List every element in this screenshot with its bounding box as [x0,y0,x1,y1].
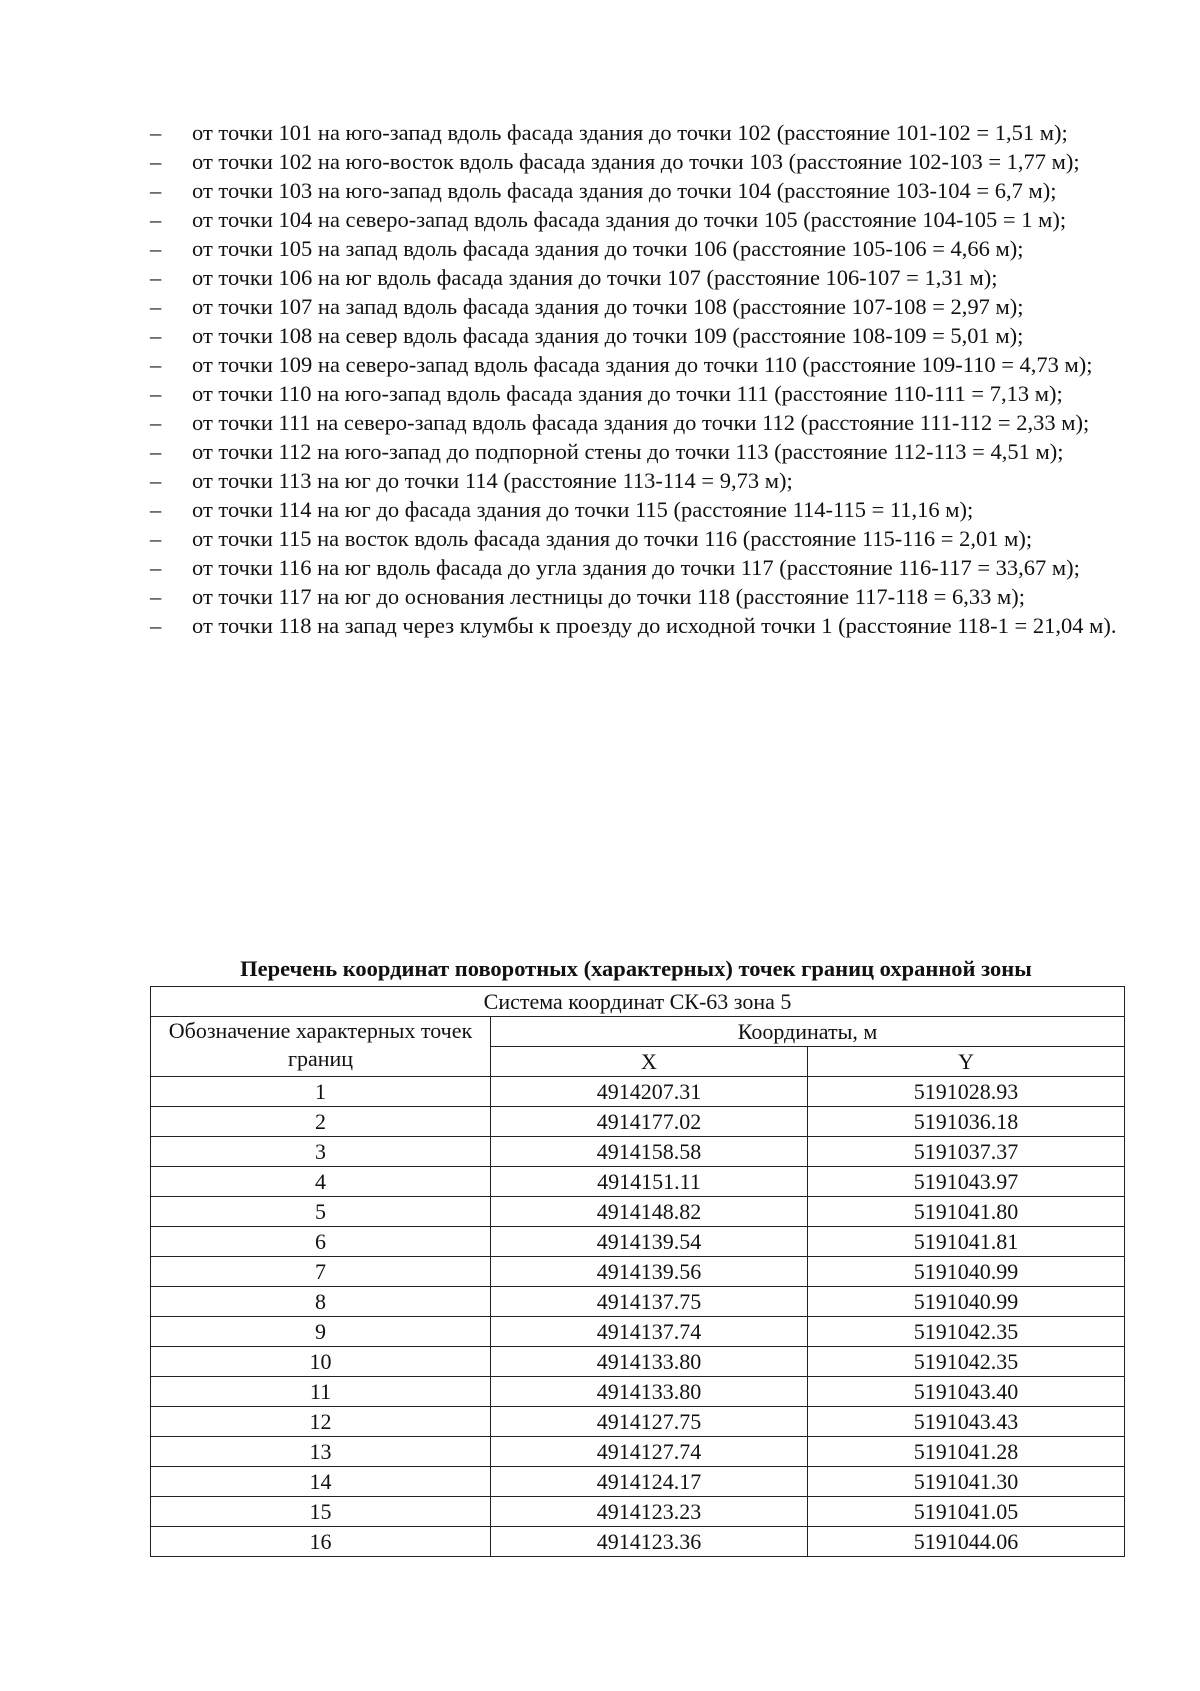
x-column-header: X [491,1047,808,1077]
list-item [150,468,1122,493]
list-dash: – [150,526,162,551]
y-cell: 5191042.35 [808,1317,1125,1347]
point-cell: 11 [151,1377,491,1407]
x-cell: 4914127.74 [491,1437,808,1467]
list-item-text: от точки 103 на юго-запад вдоль фасада здания до точки 104 (расстояние 103-104 = 6,7 м); [192,178,1057,203]
x-cell: 4914137.74 [491,1317,808,1347]
table-row [151,1347,1125,1377]
x-cell: 4914123.23 [491,1497,808,1527]
list-item [150,294,1122,319]
table-row [151,1527,1125,1557]
list-item [150,439,1122,464]
point-cell: 13 [151,1437,491,1467]
list-item-text: от точки 113 на юг до точки 114 (расстояние 113-114 = 9,73 м); [192,468,793,493]
y-cell: 5191037.37 [808,1137,1125,1167]
x-cell: 4914151.11 [491,1167,808,1197]
point-cell: 16 [151,1527,491,1557]
boundary-description-list [150,120,1122,642]
x-cell: 4914137.75 [491,1287,808,1317]
table-row [151,1407,1125,1437]
table-row [151,1437,1125,1467]
y-cell: 5191040.99 [808,1257,1125,1287]
point-cell: 15 [151,1497,491,1527]
y-cell: 5191041.05 [808,1497,1125,1527]
table-row [151,1077,1125,1107]
list-dash: – [150,265,162,290]
list-item [150,526,1122,551]
list-item [150,352,1122,377]
table-row [151,1107,1125,1137]
list-dash: – [150,352,162,377]
x-cell: 4914139.56 [491,1257,808,1287]
y-cell: 5191044.06 [808,1527,1125,1557]
point-cell: 1 [151,1077,491,1107]
list-item [150,149,1122,174]
x-cell: 4914127.75 [491,1407,808,1437]
list-dash: – [150,439,162,464]
point-cell: 3 [151,1137,491,1167]
point-cell: 6 [151,1227,491,1257]
list-item-text: от точки 102 на юго-восток вдоль фасада здания до точки 103 (расстояние 102-103 = 1,77 м); [192,149,1080,174]
list-item [150,265,1122,290]
list-dash: – [150,468,162,493]
list-item-text: от точки 107 на запад вдоль фасада здания до точки 108 (расстояние 107-108 = 2,97 м); [192,294,1024,319]
coordinate-system-header: Система координат СК-63 зона 5 [151,987,1125,1017]
list-dash: – [150,323,162,348]
table-row [151,1497,1125,1527]
point-designation-header: Обозначение характерных точек границ [151,1017,491,1077]
y-cell: 5191043.97 [808,1167,1125,1197]
list-item-text: от точки 101 на юго-запад вдоль фасада здания до точки 102 (расстояние 101-102 = 1,51 м); [192,120,1068,145]
list-item-text: от точки 106 на юг вдоль фасада здания до точки 107 (расстояние 106-107 = 1,31 м); [192,265,998,290]
table-row [151,1137,1125,1167]
point-cell: 14 [151,1467,491,1497]
list-dash: – [150,555,162,580]
list-item-text: от точки 109 на северо-запад вдоль фасада здания до точки 110 (расстояние 109-110 = 4,73 м); [192,352,1093,377]
list-dash: – [150,410,162,435]
table-row [151,1227,1125,1257]
x-cell: 4914177.02 [491,1107,808,1137]
list-item [150,178,1122,203]
y-column-header: Y [808,1047,1125,1077]
list-dash: – [150,613,162,638]
list-dash: – [150,178,162,203]
point-cell: 2 [151,1107,491,1137]
list-dash: – [150,294,162,319]
list-item [150,410,1122,435]
list-dash: – [150,207,162,232]
x-cell: 4914133.80 [491,1347,808,1377]
point-cell: 4 [151,1167,491,1197]
table-header-row [151,987,1125,1017]
list-item-text: от точки 115 на восток вдоль фасада здания до точки 116 (расстояние 115-116 = 2,01 м); [192,526,1033,551]
list-item [150,207,1122,232]
list-item [150,555,1122,580]
list-dash: – [150,236,162,261]
x-cell: 4914124.17 [491,1467,808,1497]
table-title: Перечень координат поворотных (характерных) точек границ охранной зоны [240,956,1032,981]
table-row [151,1467,1125,1497]
x-cell: 4914133.80 [491,1377,808,1407]
y-cell: 5191028.93 [808,1077,1125,1107]
list-dash: – [150,497,162,522]
list-item [150,120,1122,145]
point-cell: 10 [151,1347,491,1377]
list-item-text: от точки 104 на северо-запад вдоль фасада здания до точки 105 (расстояние 104-105 = 1 м); [192,207,1067,232]
list-item-text: от точки 110 на юго-запад вдоль фасада здания до точки 111 (расстояние 110-111 = 7,13 м); [192,381,1063,406]
coordinates-header: Координаты, м [491,1017,1125,1047]
y-cell: 5191041.30 [808,1467,1125,1497]
table-row [151,1167,1125,1197]
list-dash: – [150,584,162,609]
y-cell: 5191040.99 [808,1287,1125,1317]
table-row [151,1257,1125,1287]
point-cell: 8 [151,1287,491,1317]
y-cell: 5191041.81 [808,1227,1125,1257]
list-dash: – [150,381,162,406]
y-cell: 5191043.43 [808,1407,1125,1437]
coordinates-table [150,986,1125,1557]
y-cell: 5191041.80 [808,1197,1125,1227]
point-cell: 5 [151,1197,491,1227]
table-header-row [151,1017,1125,1047]
x-cell: 4914158.58 [491,1137,808,1167]
list-item [150,584,1122,609]
list-item-text: от точки 114 на юг до фасада здания до точки 115 (расстояние 114-115 = 11,16 м); [192,497,974,522]
list-item-text: от точки 112 на юго-запад до подпорной стены до точки 113 (расстояние 112-113 = 4,51 м); [192,439,1064,464]
table-row [151,1197,1125,1227]
table-row [151,1317,1125,1347]
list-item-text: от точки 116 на юг вдоль фасада до угла здания до точки 117 (расстояние 116-117 = 33,67 м); [192,555,1080,580]
list-item [150,236,1122,261]
list-item-text: от точки 108 на север вдоль фасада здания до точки 109 (расстояние 108-109 = 5,01 м); [192,323,1024,348]
y-cell: 5191041.28 [808,1437,1125,1467]
list-dash: – [150,149,162,174]
point-cell: 9 [151,1317,491,1347]
y-cell: 5191042.35 [808,1347,1125,1377]
list-item [150,323,1122,348]
x-cell: 4914148.82 [491,1197,808,1227]
y-cell: 5191036.18 [808,1107,1125,1137]
x-cell: 4914207.31 [491,1077,808,1107]
point-cell: 12 [151,1407,491,1437]
list-item [150,613,1122,638]
table-row [151,1377,1125,1407]
list-item [150,381,1122,406]
list-item-text: от точки 105 на запад вдоль фасада здания до точки 106 (расстояние 105-106 = 4,66 м); [192,236,1024,261]
table-row [151,1287,1125,1317]
list-item-text: от точки 111 на северо-запад вдоль фасада здания до точки 112 (расстояние 111-112 = 2,33 м); [192,410,1090,435]
list-item [150,497,1122,522]
list-item-text: от точки 118 на запад через клумбы к проезду до исходной точки 1 (расстояние 118-1 = 21,04 м). [192,613,1117,638]
list-dash: – [150,120,162,145]
y-cell: 5191043.40 [808,1377,1125,1407]
list-item-text: от точки 117 на юг до основания лестницы до точки 118 (расстояние 117-118 = 6,33 м); [192,584,1025,609]
point-cell: 7 [151,1257,491,1287]
x-cell: 4914139.54 [491,1227,808,1257]
x-cell: 4914123.36 [491,1527,808,1557]
